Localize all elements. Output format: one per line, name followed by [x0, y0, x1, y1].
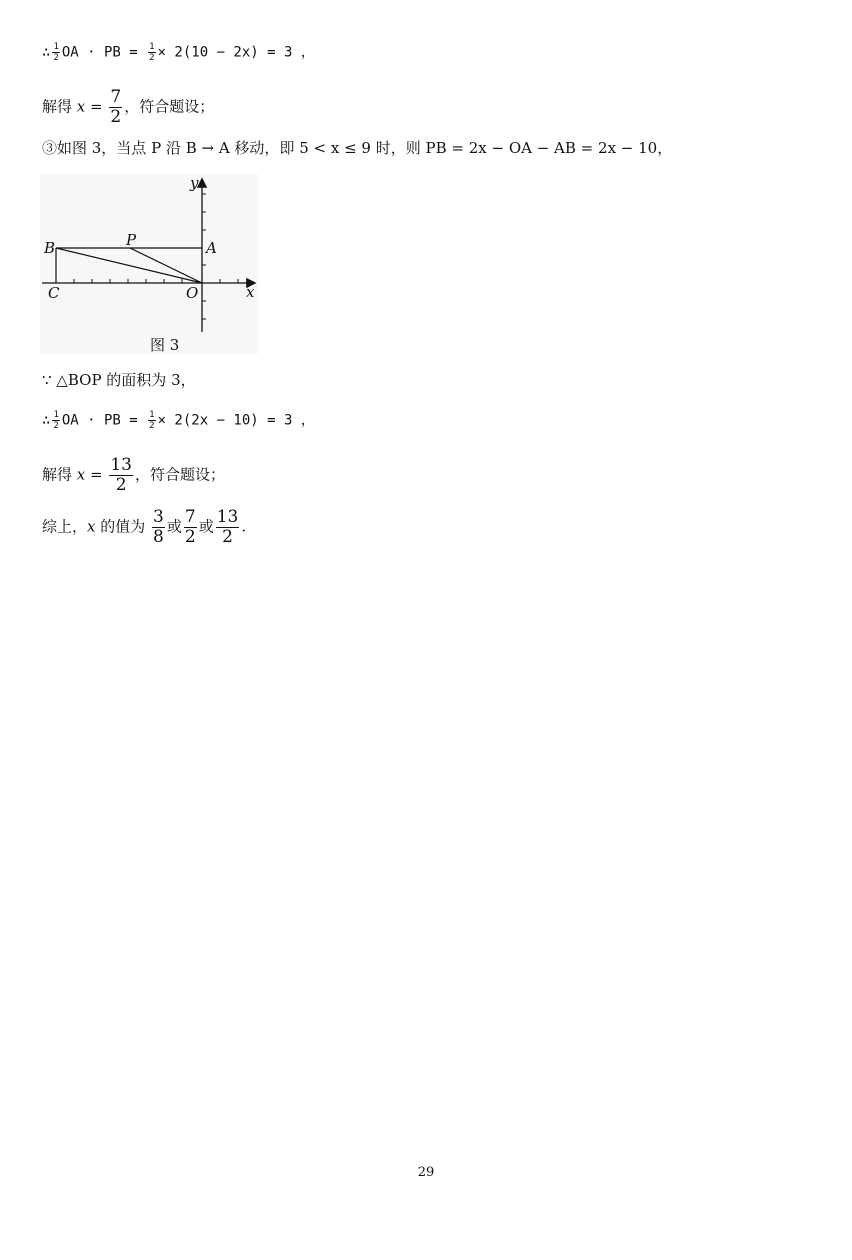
therefore-symbol: ∴: [42, 44, 51, 61]
label-O: O: [186, 284, 199, 302]
segment-BO: [56, 248, 202, 283]
case-three-line: ③如图 3，当点 P 沿 B → A 移动，即 5 < x ≤ 9 时，则 PB = 2x − OA − AB = 2x − 10，: [42, 139, 673, 157]
coordinate-diagram: [40, 174, 258, 354]
fraction-answer: $\frac{7}{2}$: [110, 87, 122, 127]
summary-line: 综上，x 的值为 $\frac{3}{8}$ 或 $\frac{7}{2}$ 或 $\frac{13}{2}$ .: [42, 507, 247, 547]
label-B: B: [44, 239, 56, 257]
solution-line-1: 解得 x = $\frac{7}{2}$ ，符合题设；: [42, 87, 215, 127]
solution-line-2: 解得 x = $\frac{13}{2}$ ，符合题设；: [42, 455, 226, 495]
equation-line-1: [42, 42, 315, 63]
label-x: x: [246, 283, 255, 301]
fraction-thirteen-halves: $\frac{13}{2}$: [216, 507, 239, 547]
figure-3: [40, 174, 258, 354]
fraction-half: $\frac{1}{2}$: [149, 410, 155, 431]
equation-text: OA · PB =: [61, 412, 147, 429]
because-line: ∵ △BOP 的面积为 3，: [42, 371, 196, 389]
fraction-answer: $\frac{13}{2}$: [110, 455, 132, 495]
equation-line-2: [42, 410, 315, 431]
equation-rest: × 2(2x − 10) = 3 ，: [157, 412, 315, 429]
label-C: C: [48, 284, 60, 302]
fraction-half: $\frac{1}{2}$: [53, 410, 59, 431]
fraction-half: $\frac{1}{2}$: [53, 42, 59, 63]
segment-PO: [130, 248, 202, 283]
equation-rest: × 2(10 − 2x) = 3 ，: [157, 44, 315, 61]
fraction-half: $\frac{1}{2}$: [149, 42, 155, 63]
figure-caption: 图 3: [150, 336, 180, 354]
label-A: A: [206, 239, 217, 257]
label-y: y: [190, 174, 199, 192]
therefore-symbol: ∴: [42, 412, 51, 429]
fraction-seven-halves: $\frac{7}{2}$: [184, 507, 196, 547]
page-number: 29: [417, 1165, 435, 1180]
fraction-three-eighths: $\frac{3}{8}$: [153, 507, 164, 547]
equation-text: OA · PB =: [61, 44, 147, 61]
label-P: P: [126, 231, 137, 249]
